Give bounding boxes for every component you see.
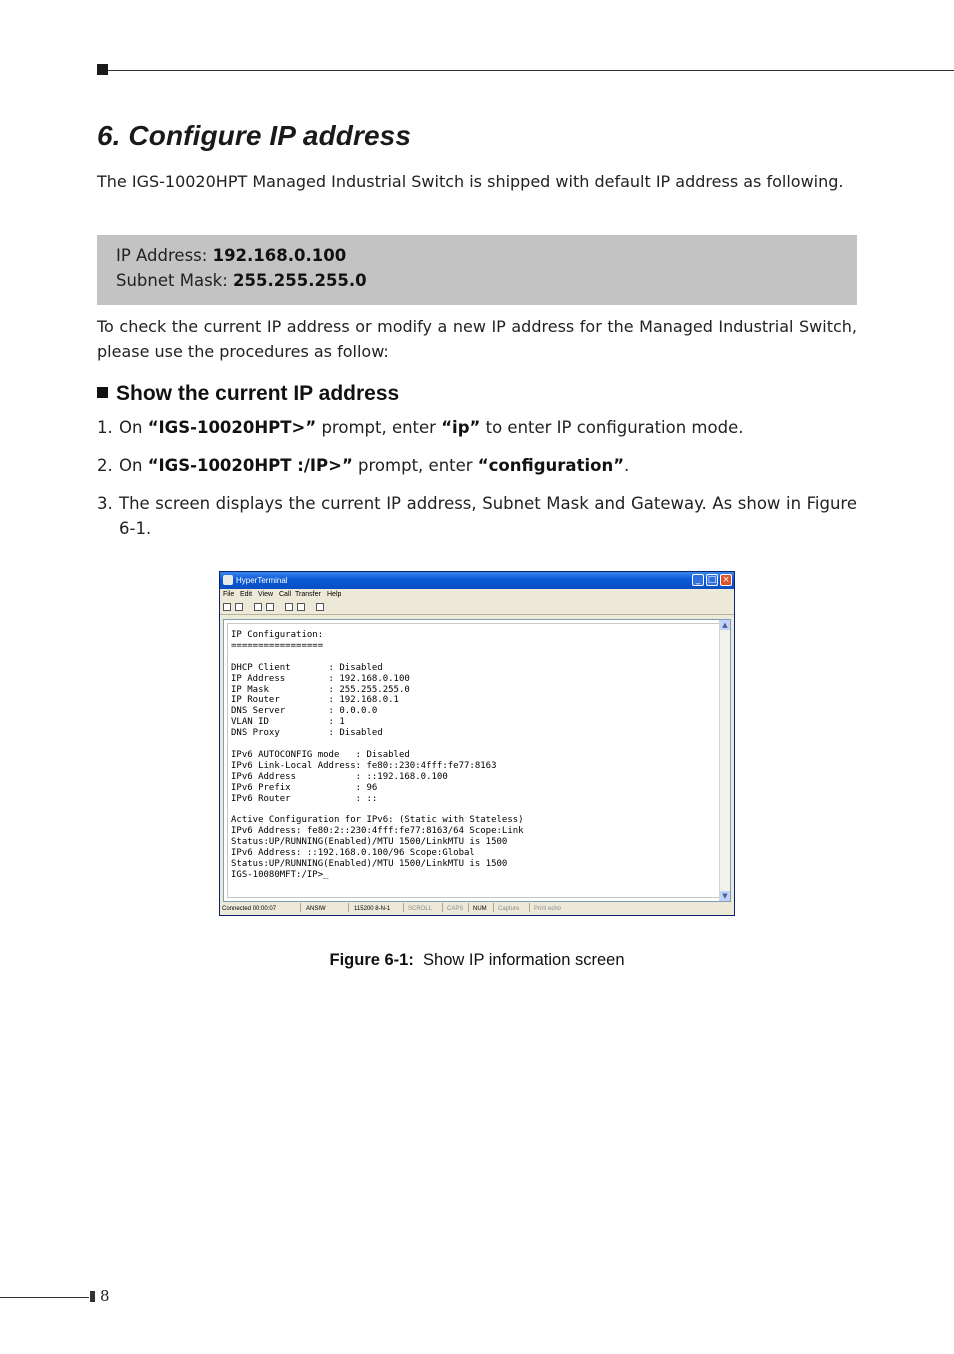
call-icon[interactable] [254, 603, 262, 611]
step-text-part: prompt, enter [352, 456, 478, 475]
step-text-part: On [119, 456, 148, 475]
menu-file[interactable]: File [223, 591, 235, 598]
figure-caption [0, 951, 954, 970]
hyperterminal-app-icon [223, 575, 233, 585]
status-separator [468, 903, 469, 912]
terminal-area[interactable] [223, 619, 731, 902]
figure-caption-text: Show IP information screen [423, 951, 625, 969]
ip-address-value: 192.168.0.100 [212, 246, 347, 265]
properties-icon[interactable] [316, 603, 324, 611]
step-text-part: prompt, enter [316, 418, 442, 437]
send-icon[interactable] [285, 603, 293, 611]
menu-edit[interactable]: Edit [240, 591, 253, 598]
step-command: “configuration” [477, 456, 625, 475]
header-rule [108, 70, 954, 71]
menu-help[interactable]: Help [327, 591, 342, 598]
step-text [119, 453, 857, 478]
default-ip-box [97, 235, 857, 305]
subnet-mask-row [116, 271, 367, 290]
menu-view[interactable]: View [258, 591, 274, 598]
disconnect-icon[interactable] [266, 603, 274, 611]
status-port-settings: 115200 8-N-1 [354, 906, 391, 912]
close-icon[interactable]: × [720, 574, 732, 586]
section-heading: 6. Configure IP address [97, 120, 412, 151]
status-emulation: ANSIW [306, 906, 326, 912]
minimize-icon[interactable]: _ [692, 574, 704, 586]
status-separator [529, 903, 530, 912]
step-command: “ip” [441, 418, 481, 437]
scroll-down-icon[interactable]: ▼ [720, 891, 730, 901]
status-separator [348, 903, 349, 912]
step-prompt: “IGS-10020HPT>” [147, 418, 317, 437]
status-separator [403, 903, 404, 912]
status-connected: Connected 00:00:07 [222, 906, 277, 912]
intro-paragraph: The IGS-10020HPT Managed Industrial Switch is shipped with default IP address as following. [97, 172, 844, 191]
page-number: 8 [100, 1287, 110, 1305]
figure-label: Figure 6-1: [329, 951, 414, 969]
subsection-title: Show the current IP address [116, 382, 400, 405]
subnet-mask-value: 255.255.255.0 [233, 271, 367, 290]
step-text [119, 415, 857, 440]
status-separator [300, 903, 301, 912]
step-prompt: “IGS-10020HPT :/IP>” [147, 456, 353, 475]
step-text-part: . [624, 456, 630, 475]
procedure-paragraph: To check the current IP address or modify a new IP address for the Managed Industrial Switch, please use the procedures as follow: [97, 317, 857, 361]
status-bar [220, 903, 734, 915]
step-text-part: On [119, 418, 148, 437]
new-icon[interactable] [223, 603, 231, 611]
footer-rule [0, 1297, 89, 1298]
ip-address-row [116, 246, 346, 265]
status-separator [442, 903, 443, 912]
scroll-up-icon[interactable]: ▲ [720, 620, 730, 630]
toolbar [220, 601, 734, 615]
status-separator [493, 903, 494, 912]
status-print-echo: Print echo [534, 906, 562, 912]
step-item [97, 415, 857, 440]
open-icon[interactable] [235, 603, 243, 611]
vertical-scrollbar[interactable] [719, 620, 730, 901]
terminal-output: IP Configuration: ================= DHCP Client : Disabled IP Address : 192.168.0.100 IP Mask : 255.255.255.0 IP Router : 192.168.0.1 DNS Server : 0.0.0.0 VLAN ID : 1 DNS Proxy : Disabled IPv6 AUTOCONFIG mode : Disabled IPv6 Link-Local Address: fe80::230:4fff:fe77:8163 IPv6 Address : ::192.168.0.100 IPv6 Prefix : 96 IPv6 Router : :: Active Configuration for IPv6: (Static with Stateless) IPv6 Address: fe80:2::230:4fff:fe77:8163/64 Scope:Link Status:UP/RUNNING(Enabled)/MTU 1500/LinkMTU is 1500 IPv6 Address: ::192.168.0.100/96 Scope:Global Status:UP/RUNNING(Enabled)/MTU 1500/LinkMTU is 1500 IGS-10080MFT:/IP>_ [231, 630, 524, 880]
window-title: HyperTerminal [236, 576, 288, 585]
footer-marker [90, 1291, 95, 1302]
step-text-part: to enter IP configuration mode. [480, 418, 744, 437]
menu-transfer[interactable]: Transfer [295, 591, 321, 598]
status-caps: CAPS [447, 906, 464, 912]
receive-icon[interactable] [297, 603, 305, 611]
hyperterminal-window [219, 571, 735, 916]
subsection-heading [97, 382, 399, 406]
status-scroll: SCROLL [408, 906, 433, 912]
status-num: NUM [473, 906, 487, 912]
subnet-mask-label: Subnet Mask: [116, 271, 228, 290]
maximize-icon[interactable]: □ [707, 575, 717, 585]
status-capture: Capture [498, 906, 520, 912]
step-number: 1. [97, 418, 113, 437]
step-number: 2. [97, 456, 113, 475]
window-titlebar[interactable] [220, 572, 734, 589]
header-square-marker [97, 64, 108, 75]
step-item [97, 491, 857, 541]
ip-address-label: IP Address: [116, 246, 208, 265]
square-bullet-icon [97, 387, 108, 398]
menu-bar [220, 589, 734, 600]
step-text: The screen displays the current IP address, Subnet Mask and Gateway. As show in Figure 6-1. [119, 494, 857, 538]
step-item [97, 453, 857, 478]
step-number: 3. [97, 494, 113, 513]
menu-call[interactable]: Call [279, 591, 292, 598]
